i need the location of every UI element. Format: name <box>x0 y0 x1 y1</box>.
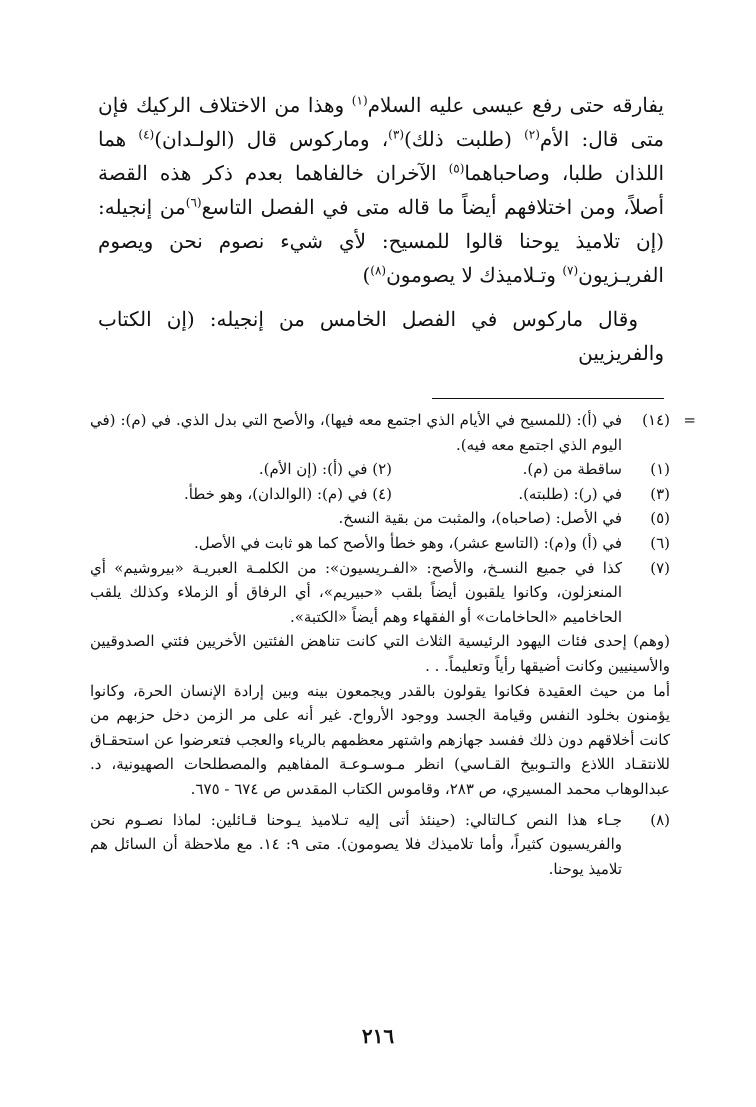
footnote-number: (١٤) <box>642 411 670 429</box>
footnote-ref-7[interactable]: (٧) <box>562 263 579 278</box>
main-text <box>98 88 664 370</box>
footnote-14 <box>90 408 696 457</box>
footnote-2-text: في (أ): (إن الأم). <box>258 460 368 479</box>
footnote-7-continued <box>90 629 670 801</box>
footnote-text: في (أ) و(م): (التاسع عشر)، وهو خطأ والأصح كما هو ثابت في الأصل. <box>194 533 622 552</box>
footnote-number: (٨) <box>650 810 670 829</box>
footnote-text: في (أ): (للمسيح في الأيام الذي اجتمع معه فيها)، والأصح التي بدل الذي. في (م): (في اليوم الذي اجتمع معه فيه). <box>90 411 622 454</box>
footnote-ref-6[interactable]: (٦) <box>185 195 202 210</box>
footnote-text: في الأصل: (صاحباه)، والمثبت من بقية النسخ. <box>338 509 622 528</box>
footnote-4-text: في (م): (الوالدان)، وهو خطأ. <box>184 484 368 503</box>
footnote-number: (٢) <box>372 460 392 479</box>
footnotes <box>90 408 696 881</box>
footnote-ref-3[interactable]: (٣) <box>388 127 404 142</box>
footnote-7-paragraph-3: أما من حيث العقيدة فكانوا يقولون بالقدر ويجمعون بينه وبين إرادة الإنسان الحرة، وكانوا يؤمنون بخلود النفس وقيامة الجسد ووجود الأرواح. غير أنه على مر الزمن دخل حزبهم من كانت أخلاقهم دون ذلك ففسد جهازهم واشتهر معظمهم بالرياء والعجب فتعرضوا عن استحقـاق للانتقـاد اللاذع والتـوبيخ القـاسي) انظر مـوسـوعـة المفاهيم والمصطلحات الصهيونية، د. عبدالوهاب محمد المسيري، ص ٢٨٣، وقاموس الكتاب المقدس ص ٦٧٤ - ٦٧٥. <box>90 681 670 798</box>
footnote-number: (١) <box>650 460 670 479</box>
main-paragraph-1: يفارقه حتى رفع عيسى عليه السلام$^{(١)}$ وهذا من الاختلاف الركيك فإن متى قال: الأم$^{(٢)}$ (طلبت ذلك)$^{(٣)}$، وماركوس قال (الولـدان)$^{(٤)}$ هما اللذان طلبا، وصاحباهما$^{(٥)}$ الآخران خالفاهما بعدم ذكر هذه القصة أصلاً، ومن اختلافهم أيضاً ما قاله متى في الفصل التاسع$^{(٦)}$من إنجيله: (إن تلاميذ يوحنا قالوا للمسيح: لأي شيء نصوم نحن ويصوم الفريـزيون$^{(٧)}$ وتـلاميذك لا يصومون$^{(٨)}$) <box>98 93 665 287</box>
continued-mark: = <box>683 411 696 429</box>
footnote-number: (٤) <box>372 484 392 503</box>
footnote-ref-4[interactable]: (٤) <box>138 127 155 142</box>
footnote-number: (٥) <box>650 509 670 528</box>
footnote-7-paragraph-2: (وهم) إحدى فئات اليهود الرئيسية الثلاث التي كانت تناهض الفئتين الأخريين فئتي الصدوقيين والأسينيين وكانت أضيقها رأياً وتعليماً. . . <box>90 632 670 675</box>
footnote-number: (٦) <box>650 533 670 552</box>
footnote-ref-2[interactable]: (٢) <box>524 127 540 142</box>
footnote-text: كذا في جميع النسـخ، والأصح: «الفـريسيون»: من الكلمـة العبريـة «بيروشيم» أي المنعزلون، وكانوا يلقبون أيضاً بلقب «حبيريم»، أي الرفاق أو الزملاء وكذلك يلقب الحاخاميم «الحاخامات» أو الفقهاء وهم أيضاً «الكتبة». <box>90 558 622 626</box>
footnote-ref-8[interactable]: (٨) <box>370 263 387 278</box>
footnote-6 <box>90 531 670 556</box>
footnote-1-text: ساقطة من (م). <box>522 460 622 479</box>
footnote-row-3-4 <box>90 482 670 507</box>
footnote-7 <box>90 556 670 630</box>
footnote-3-text: في (ر): (طلبته). <box>518 484 622 503</box>
footnote-number: (٧) <box>650 558 670 577</box>
footnote-5 <box>90 506 670 531</box>
footnote-number: (٣) <box>650 484 670 503</box>
footnote-separator <box>432 398 664 399</box>
footnote-row-1-2 <box>90 457 670 482</box>
footnote-ref-5[interactable]: (٥) <box>448 161 465 176</box>
footnote-text: جـاء هذا النص كـالتالي: (حينئذ أتى إليه تـلاميذ يـوحنا قـائلين: لماذا نصـوم نحن والفريسيون كثيراً، وأما تلاميذك فلا يصومون). متى ٩: ١٤. مع ملاحظة أن السائل هم تلاميذ يوحنا. <box>90 810 623 878</box>
footnote-8 <box>90 808 670 882</box>
footnote-ref-1[interactable]: (١) <box>351 93 368 108</box>
main-paragraph-2: وقال ماركوس في الفصل الخامس من إنجيله: (إن الكتاب والفريزيين <box>98 307 664 365</box>
page-number: ٢١٦ <box>361 1024 395 1048</box>
